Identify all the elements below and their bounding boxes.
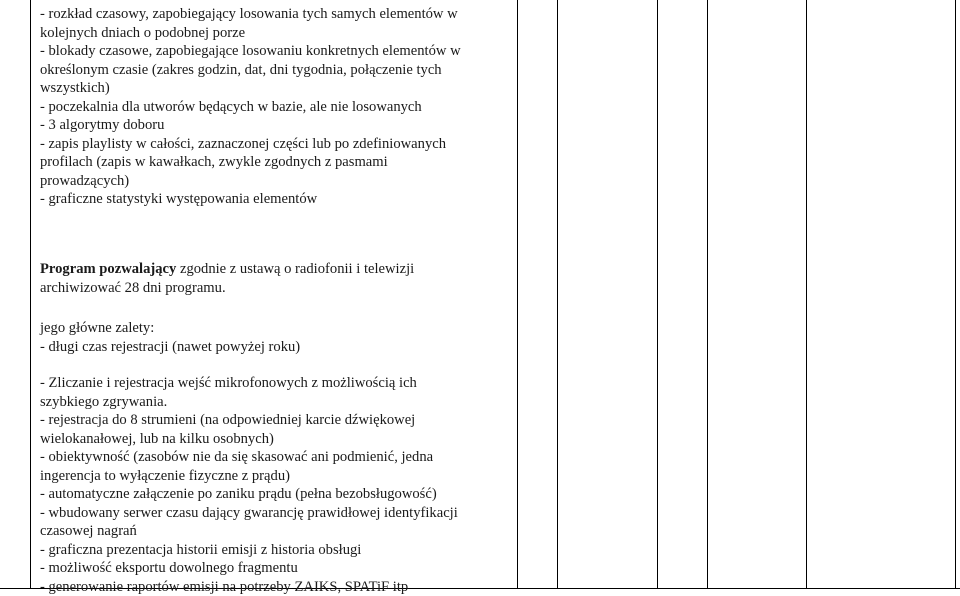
list-line: - wbudowany serwer czasu dający gwarancję prawidłowej identyfikacji [40, 504, 510, 523]
list-line: - obiektywność (zasobów nie da się skasować ani podmienić, jedna [40, 448, 510, 467]
list-line: szybkiego zgrywania. [40, 393, 510, 412]
list-line: - 3 algorytmy doboru [40, 116, 510, 135]
heading-rest: zgodnie z ustawą o radiofonii i telewizji [176, 261, 414, 277]
list-line: określonym czasie (zakres godzin, dat, dni tygodnia, połączenie tych [40, 61, 510, 80]
list-line: - rejestracja do 8 strumieni (na odpowiedniej karcie dźwiękowej [40, 411, 510, 430]
list-line: - możliwość eksportu dowolnego fragmentu [40, 559, 510, 578]
table-border-left [30, 0, 31, 589]
column-divider [517, 0, 518, 589]
list-line: czasowej nagrań [40, 522, 510, 541]
column-divider [657, 0, 658, 589]
feature-list-playlist [40, 5, 510, 209]
list-line: wielokanałowej, lub na kilku osobnych) [40, 430, 510, 449]
list-line: - generowanie raportów emisji na potrzeby ZAIKS, SPATiF itp [40, 578, 510, 596]
section-heading [40, 260, 510, 279]
advantages-label: jego główne zalety: [40, 319, 510, 338]
heading-bold: Program pozwalający [40, 261, 176, 277]
list-line: wszystkich) [40, 79, 510, 98]
table-border-right [955, 0, 956, 589]
list-line: ingerencja to wyłączenie fizyczne z prądu) [40, 467, 510, 486]
feature-list-archive [40, 260, 510, 596]
list-line: - Zliczanie i rejestracja wejść mikrofonowych z możliwością ich [40, 374, 510, 393]
list-line: profilach (zapis w kawałkach, zwykle zgodnych z pasmami [40, 153, 510, 172]
list-line: - długi czas rejestracji (nawet powyżej roku) [40, 338, 510, 357]
list-line: - rozkład czasowy, zapobiegający losowania tych samych elementów w [40, 5, 510, 24]
heading-line-2: archiwizować 28 dni programu. [40, 279, 510, 298]
column-divider [557, 0, 558, 589]
list-line: - blokady czasowe, zapobiegające losowaniu konkretnych elementów w [40, 42, 510, 61]
list-line: - graficzna prezentacja historii emisji z historia obsługi [40, 541, 510, 560]
list-line: kolejnych dniach o podobnej porze [40, 24, 510, 43]
list-line: prowadzących) [40, 172, 510, 191]
list-line: - automatyczne załączenie po zaniku prądu (pełna bezobsługowość) [40, 485, 510, 504]
column-divider [806, 0, 807, 589]
list-line: - poczekalnia dla utworów będących w bazie, ale nie losowanych [40, 98, 510, 117]
list-line: - zapis playlisty w całości, zaznaczonej części lub po zdefiniowanych [40, 135, 510, 154]
list-line: - graficzne statystyki występowania elementów [40, 190, 510, 209]
column-divider [707, 0, 708, 589]
